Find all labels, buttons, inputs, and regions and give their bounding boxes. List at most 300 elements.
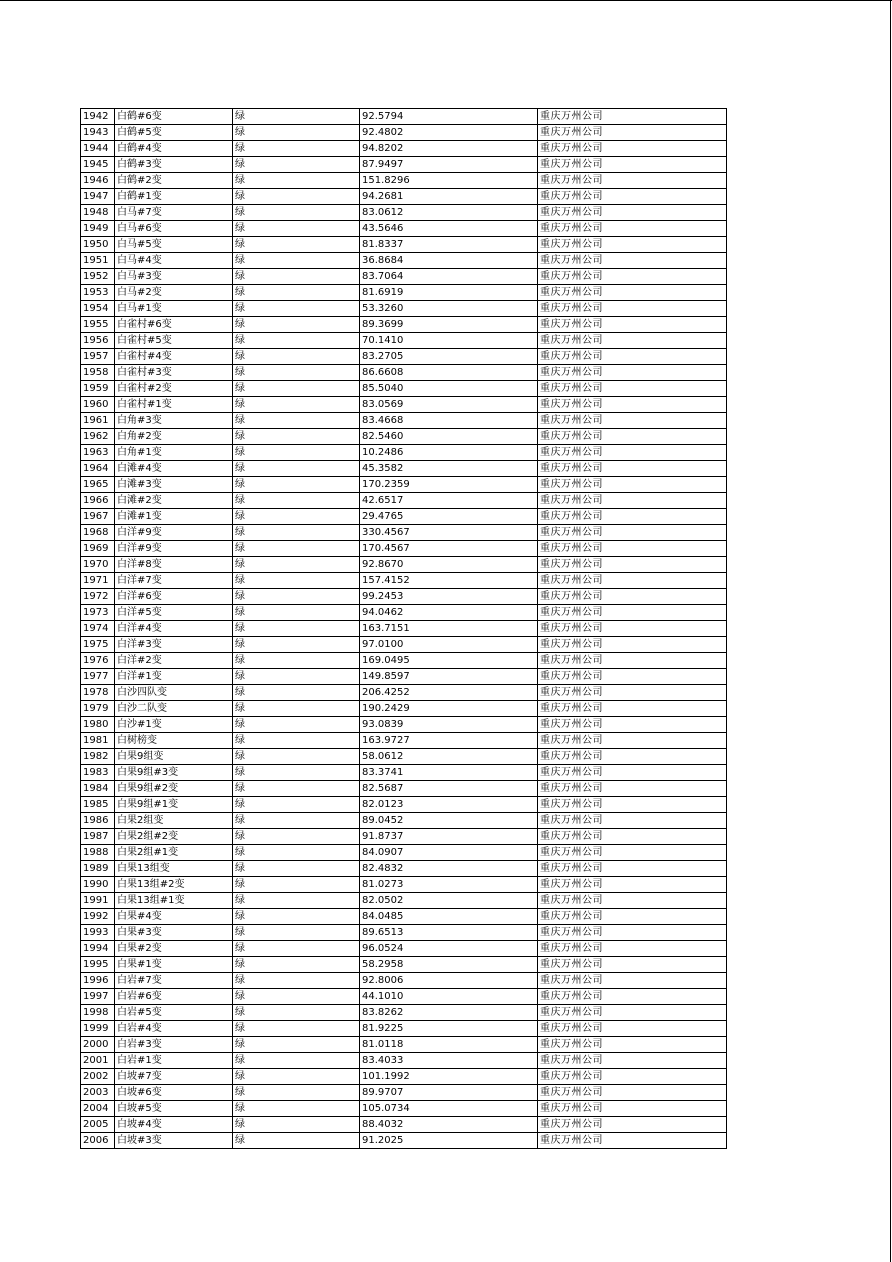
page-right-border	[890, 0, 891, 1262]
row-name-cell: 白洋#9变	[115, 541, 233, 557]
row-id-cell: 1971	[81, 573, 115, 589]
row-color-cell: 绿	[233, 941, 360, 957]
row-id-cell: 1947	[81, 189, 115, 205]
row-color-cell: 绿	[233, 1101, 360, 1117]
row-company-cell: 重庆万州公司	[538, 461, 727, 477]
row-id-cell: 1964	[81, 461, 115, 477]
row-company-cell: 重庆万州公司	[538, 509, 727, 525]
row-id-cell: 2001	[81, 1053, 115, 1069]
row-value-cell: 92.8670	[360, 557, 538, 573]
row-id-cell: 1985	[81, 797, 115, 813]
row-name-cell: 白马#7变	[115, 205, 233, 221]
row-name-cell: 白果13组变	[115, 861, 233, 877]
row-id-cell: 1968	[81, 525, 115, 541]
row-color-cell: 绿	[233, 925, 360, 941]
row-color-cell: 绿	[233, 333, 360, 349]
row-value-cell: 105.0734	[360, 1101, 538, 1117]
row-value-cell: 151.8296	[360, 173, 538, 189]
row-color-cell: 绿	[233, 877, 360, 893]
table-row	[81, 605, 727, 621]
table-row	[81, 509, 727, 525]
row-value-cell: 89.0452	[360, 813, 538, 829]
row-company-cell: 重庆万州公司	[538, 989, 727, 1005]
row-color-cell: 绿	[233, 205, 360, 221]
row-company-cell: 重庆万州公司	[538, 365, 727, 381]
row-name-cell: 白果13组#1变	[115, 893, 233, 909]
row-value-cell: 82.0502	[360, 893, 538, 909]
row-company-cell: 重庆万州公司	[538, 221, 727, 237]
row-company-cell: 重庆万州公司	[538, 141, 727, 157]
row-company-cell: 重庆万州公司	[538, 573, 727, 589]
row-company-cell: 重庆万州公司	[538, 957, 727, 973]
row-name-cell: 白洋#7变	[115, 573, 233, 589]
row-company-cell: 重庆万州公司	[538, 653, 727, 669]
row-value-cell: 10.2486	[360, 445, 538, 461]
row-id-cell: 1951	[81, 253, 115, 269]
row-value-cell: 81.8337	[360, 237, 538, 253]
row-value-cell: 43.5646	[360, 221, 538, 237]
row-name-cell: 白洋#4变	[115, 621, 233, 637]
row-value-cell: 58.0612	[360, 749, 538, 765]
row-name-cell: 白果9组#3变	[115, 765, 233, 781]
row-value-cell: 82.0123	[360, 797, 538, 813]
row-color-cell: 绿	[233, 237, 360, 253]
row-color-cell: 绿	[233, 413, 360, 429]
row-value-cell: 81.0273	[360, 877, 538, 893]
row-value-cell: 42.6517	[360, 493, 538, 509]
row-name-cell: 白果9组变	[115, 749, 233, 765]
row-company-cell: 重庆万州公司	[538, 893, 727, 909]
row-company-cell: 重庆万州公司	[538, 157, 727, 173]
row-value-cell: 92.8006	[360, 973, 538, 989]
table-row	[81, 861, 727, 877]
row-color-cell: 绿	[233, 1117, 360, 1133]
row-value-cell: 45.3582	[360, 461, 538, 477]
row-color-cell: 绿	[233, 445, 360, 461]
row-value-cell: 83.3741	[360, 765, 538, 781]
row-id-cell: 1946	[81, 173, 115, 189]
table-row	[81, 829, 727, 845]
row-company-cell: 重庆万州公司	[538, 1101, 727, 1117]
row-id-cell: 1980	[81, 717, 115, 733]
row-value-cell: 89.3699	[360, 317, 538, 333]
row-color-cell: 绿	[233, 253, 360, 269]
table-row	[81, 973, 727, 989]
row-color-cell: 绿	[233, 765, 360, 781]
row-color-cell: 绿	[233, 1085, 360, 1101]
row-name-cell: 白滩#1变	[115, 509, 233, 525]
row-name-cell: 白岩#5变	[115, 1005, 233, 1021]
row-id-cell: 1955	[81, 317, 115, 333]
row-value-cell: 29.4765	[360, 509, 538, 525]
row-company-cell: 重庆万州公司	[538, 301, 727, 317]
row-name-cell: 白鹤#3变	[115, 157, 233, 173]
row-id-cell: 1993	[81, 925, 115, 941]
row-id-cell: 1996	[81, 973, 115, 989]
table-row	[81, 653, 727, 669]
table-row	[81, 1053, 727, 1069]
row-id-cell: 1972	[81, 589, 115, 605]
row-company-cell: 重庆万州公司	[538, 1053, 727, 1069]
table-row	[81, 477, 727, 493]
row-company-cell: 重庆万州公司	[538, 557, 727, 573]
table-row	[81, 941, 727, 957]
row-id-cell: 1943	[81, 125, 115, 141]
row-color-cell: 绿	[233, 973, 360, 989]
row-value-cell: 44.1010	[360, 989, 538, 1005]
row-color-cell: 绿	[233, 637, 360, 653]
row-name-cell: 白果13组#2变	[115, 877, 233, 893]
row-name-cell: 白鹤#2变	[115, 173, 233, 189]
row-color-cell: 绿	[233, 493, 360, 509]
row-id-cell: 1982	[81, 749, 115, 765]
row-company-cell: 重庆万州公司	[538, 941, 727, 957]
table-row	[81, 173, 727, 189]
row-color-cell: 绿	[233, 557, 360, 573]
table-row	[81, 685, 727, 701]
table-row	[81, 253, 727, 269]
row-id-cell: 1956	[81, 333, 115, 349]
row-color-cell: 绿	[233, 285, 360, 301]
row-id-cell: 1992	[81, 909, 115, 925]
row-name-cell: 白洋#6变	[115, 589, 233, 605]
table-row	[81, 909, 727, 925]
row-company-cell: 重庆万州公司	[538, 317, 727, 333]
row-value-cell: 83.0569	[360, 397, 538, 413]
table-row	[81, 285, 727, 301]
row-company-cell: 重庆万州公司	[538, 861, 727, 877]
row-name-cell: 白果#2变	[115, 941, 233, 957]
row-id-cell: 1948	[81, 205, 115, 221]
row-id-cell: 1953	[81, 285, 115, 301]
row-company-cell: 重庆万州公司	[538, 973, 727, 989]
row-color-cell: 绿	[233, 381, 360, 397]
row-color-cell: 绿	[233, 365, 360, 381]
table-row	[81, 397, 727, 413]
row-value-cell: 169.0495	[360, 653, 538, 669]
row-id-cell: 1967	[81, 509, 115, 525]
row-name-cell: 白马#4变	[115, 253, 233, 269]
row-value-cell: 101.1992	[360, 1069, 538, 1085]
row-color-cell: 绿	[233, 717, 360, 733]
table-row	[81, 525, 727, 541]
row-id-cell: 1988	[81, 845, 115, 861]
row-company-cell: 重庆万州公司	[538, 253, 727, 269]
row-value-cell: 83.4033	[360, 1053, 538, 1069]
row-color-cell: 绿	[233, 861, 360, 877]
row-value-cell: 86.6608	[360, 365, 538, 381]
row-value-cell: 83.7064	[360, 269, 538, 285]
row-color-cell: 绿	[233, 221, 360, 237]
row-name-cell: 白鹤#1变	[115, 189, 233, 205]
table-row	[81, 877, 727, 893]
row-value-cell: 89.9707	[360, 1085, 538, 1101]
table-row	[81, 637, 727, 653]
row-color-cell: 绿	[233, 797, 360, 813]
row-color-cell: 绿	[233, 429, 360, 445]
row-company-cell: 重庆万州公司	[538, 381, 727, 397]
row-company-cell: 重庆万州公司	[538, 1069, 727, 1085]
row-value-cell: 206.4252	[360, 685, 538, 701]
row-company-cell: 重庆万州公司	[538, 285, 727, 301]
row-id-cell: 1966	[81, 493, 115, 509]
row-value-cell: 82.4832	[360, 861, 538, 877]
row-color-cell: 绿	[233, 813, 360, 829]
row-name-cell: 白坡#6变	[115, 1085, 233, 1101]
row-color-cell: 绿	[233, 605, 360, 621]
table-row	[81, 445, 727, 461]
row-color-cell: 绿	[233, 157, 360, 173]
row-color-cell: 绿	[233, 397, 360, 413]
row-company-cell: 重庆万州公司	[538, 205, 727, 221]
row-color-cell: 绿	[233, 317, 360, 333]
row-name-cell: 白果#4变	[115, 909, 233, 925]
row-value-cell: 170.4567	[360, 541, 538, 557]
row-value-cell: 99.2453	[360, 589, 538, 605]
row-id-cell: 1963	[81, 445, 115, 461]
row-color-cell: 绿	[233, 1133, 360, 1149]
row-id-cell: 1998	[81, 1005, 115, 1021]
row-id-cell: 2000	[81, 1037, 115, 1053]
table-row	[81, 1117, 727, 1133]
row-value-cell: 163.7151	[360, 621, 538, 637]
row-name-cell: 白坡#7变	[115, 1069, 233, 1085]
row-value-cell: 83.8262	[360, 1005, 538, 1021]
row-company-cell: 重庆万州公司	[538, 1005, 727, 1021]
row-id-cell: 1977	[81, 669, 115, 685]
row-id-cell: 2002	[81, 1069, 115, 1085]
row-color-cell: 绿	[233, 1005, 360, 1021]
row-name-cell: 白马#2变	[115, 285, 233, 301]
row-color-cell: 绿	[233, 653, 360, 669]
row-value-cell: 82.5460	[360, 429, 538, 445]
row-id-cell: 2005	[81, 1117, 115, 1133]
row-name-cell: 白岩#4变	[115, 1021, 233, 1037]
row-value-cell: 91.2025	[360, 1133, 538, 1149]
row-company-cell: 重庆万州公司	[538, 189, 727, 205]
row-company-cell: 重庆万州公司	[538, 269, 727, 285]
row-value-cell: 85.5040	[360, 381, 538, 397]
table-row	[81, 669, 727, 685]
table-row	[81, 365, 727, 381]
row-name-cell: 白果9组#2变	[115, 781, 233, 797]
row-color-cell: 绿	[233, 669, 360, 685]
table-row	[81, 989, 727, 1005]
row-company-cell: 重庆万州公司	[538, 829, 727, 845]
row-company-cell: 重庆万州公司	[538, 845, 727, 861]
row-id-cell: 1983	[81, 765, 115, 781]
row-name-cell: 白岩#3变	[115, 1037, 233, 1053]
row-company-cell: 重庆万州公司	[538, 1117, 727, 1133]
row-value-cell: 330.4567	[360, 525, 538, 541]
row-name-cell: 白岩#1变	[115, 1053, 233, 1069]
row-color-cell: 绿	[233, 301, 360, 317]
table-row	[81, 765, 727, 781]
row-color-cell: 绿	[233, 189, 360, 205]
table-row	[81, 157, 727, 173]
row-value-cell: 97.0100	[360, 637, 538, 653]
table-row	[81, 141, 727, 157]
table-row	[81, 381, 727, 397]
row-color-cell: 绿	[233, 269, 360, 285]
row-name-cell: 白雀村#4变	[115, 349, 233, 365]
row-company-cell: 重庆万州公司	[538, 1021, 727, 1037]
row-company-cell: 重庆万州公司	[538, 1133, 727, 1149]
table-row	[81, 461, 727, 477]
row-value-cell: 94.2681	[360, 189, 538, 205]
row-value-cell: 96.0524	[360, 941, 538, 957]
row-id-cell: 1970	[81, 557, 115, 573]
row-value-cell: 58.2958	[360, 957, 538, 973]
table-row	[81, 493, 727, 509]
row-value-cell: 92.4802	[360, 125, 538, 141]
table-row	[81, 957, 727, 973]
table-row	[81, 845, 727, 861]
row-name-cell: 白沙四队变	[115, 685, 233, 701]
row-color-cell: 绿	[233, 541, 360, 557]
row-company-cell: 重庆万州公司	[538, 493, 727, 509]
table-row	[81, 349, 727, 365]
row-value-cell: 190.2429	[360, 701, 538, 717]
row-company-cell: 重庆万州公司	[538, 797, 727, 813]
row-name-cell: 白鹤#4变	[115, 141, 233, 157]
row-name-cell: 白坡#5变	[115, 1101, 233, 1117]
row-value-cell: 70.1410	[360, 333, 538, 349]
row-color-cell: 绿	[233, 1037, 360, 1053]
row-value-cell: 92.5794	[360, 109, 538, 125]
row-company-cell: 重庆万州公司	[538, 477, 727, 493]
row-name-cell: 白角#3变	[115, 413, 233, 429]
row-color-cell: 绿	[233, 781, 360, 797]
table-row	[81, 301, 727, 317]
row-name-cell: 白洋#9变	[115, 525, 233, 541]
row-color-cell: 绿	[233, 525, 360, 541]
row-name-cell: 白雀村#1变	[115, 397, 233, 413]
row-name-cell: 白果2组#2变	[115, 829, 233, 845]
row-company-cell: 重庆万州公司	[538, 701, 727, 717]
row-value-cell: 89.6513	[360, 925, 538, 941]
row-value-cell: 81.9225	[360, 1021, 538, 1037]
table-row	[81, 413, 727, 429]
row-color-cell: 绿	[233, 845, 360, 861]
row-company-cell: 重庆万州公司	[538, 765, 727, 781]
row-id-cell: 1990	[81, 877, 115, 893]
row-value-cell: 36.8684	[360, 253, 538, 269]
row-id-cell: 1961	[81, 413, 115, 429]
table-row	[81, 541, 727, 557]
row-id-cell: 1969	[81, 541, 115, 557]
row-color-cell: 绿	[233, 909, 360, 925]
row-name-cell: 白洋#3变	[115, 637, 233, 653]
table-row	[81, 189, 727, 205]
row-name-cell: 白鹤#5变	[115, 125, 233, 141]
row-color-cell: 绿	[233, 1069, 360, 1085]
row-company-cell: 重庆万州公司	[538, 125, 727, 141]
row-name-cell: 白果9组#1变	[115, 797, 233, 813]
row-value-cell: 93.0839	[360, 717, 538, 733]
table-body	[81, 109, 727, 1149]
row-name-cell: 白鹤#6变	[115, 109, 233, 125]
row-company-cell: 重庆万州公司	[538, 1037, 727, 1053]
row-name-cell: 白果#3变	[115, 925, 233, 941]
table-row	[81, 1005, 727, 1021]
row-id-cell: 1944	[81, 141, 115, 157]
row-id-cell: 1957	[81, 349, 115, 365]
row-name-cell: 白树榜变	[115, 733, 233, 749]
row-value-cell: 88.4032	[360, 1117, 538, 1133]
row-name-cell: 白果2组变	[115, 813, 233, 829]
row-id-cell: 1987	[81, 829, 115, 845]
row-id-cell: 1991	[81, 893, 115, 909]
page-top-border	[0, 0, 892, 1]
row-id-cell: 1984	[81, 781, 115, 797]
row-company-cell: 重庆万州公司	[538, 173, 727, 189]
row-id-cell: 1994	[81, 941, 115, 957]
row-name-cell: 白角#1变	[115, 445, 233, 461]
row-company-cell: 重庆万州公司	[538, 637, 727, 653]
row-name-cell: 白坡#4变	[115, 1117, 233, 1133]
row-id-cell: 1958	[81, 365, 115, 381]
table-row	[81, 317, 727, 333]
row-value-cell: 157.4152	[360, 573, 538, 589]
row-id-cell: 1950	[81, 237, 115, 253]
table-row	[81, 269, 727, 285]
row-company-cell: 重庆万州公司	[538, 877, 727, 893]
row-color-cell: 绿	[233, 957, 360, 973]
row-value-cell: 53.3260	[360, 301, 538, 317]
row-id-cell: 1960	[81, 397, 115, 413]
row-name-cell: 白洋#2变	[115, 653, 233, 669]
table-row	[81, 221, 727, 237]
row-color-cell: 绿	[233, 173, 360, 189]
table-row	[81, 205, 727, 221]
row-value-cell: 81.6919	[360, 285, 538, 301]
row-company-cell: 重庆万州公司	[538, 909, 727, 925]
table-row	[81, 621, 727, 637]
row-color-cell: 绿	[233, 349, 360, 365]
row-company-cell: 重庆万州公司	[538, 429, 727, 445]
row-value-cell: 82.5687	[360, 781, 538, 797]
table-row	[81, 573, 727, 589]
row-color-cell: 绿	[233, 701, 360, 717]
row-id-cell: 2003	[81, 1085, 115, 1101]
row-name-cell: 白马#6变	[115, 221, 233, 237]
row-color-cell: 绿	[233, 733, 360, 749]
table-row	[81, 781, 727, 797]
table-row	[81, 333, 727, 349]
row-value-cell: 84.0907	[360, 845, 538, 861]
row-id-cell: 1942	[81, 109, 115, 125]
row-company-cell: 重庆万州公司	[538, 445, 727, 461]
row-company-cell: 重庆万州公司	[538, 109, 727, 125]
row-value-cell: 94.8202	[360, 141, 538, 157]
row-value-cell: 94.0462	[360, 605, 538, 621]
row-name-cell: 白沙#1变	[115, 717, 233, 733]
row-color-cell: 绿	[233, 141, 360, 157]
row-value-cell: 83.0612	[360, 205, 538, 221]
row-color-cell: 绿	[233, 109, 360, 125]
row-name-cell: 白滩#3变	[115, 477, 233, 493]
row-name-cell: 白岩#6变	[115, 989, 233, 1005]
table-row	[81, 717, 727, 733]
table-row	[81, 429, 727, 445]
row-value-cell: 83.2705	[360, 349, 538, 365]
row-name-cell: 白雀村#2变	[115, 381, 233, 397]
row-name-cell: 白角#2变	[115, 429, 233, 445]
row-company-cell: 重庆万州公司	[538, 717, 727, 733]
row-company-cell: 重庆万州公司	[538, 1085, 727, 1101]
row-id-cell: 1965	[81, 477, 115, 493]
